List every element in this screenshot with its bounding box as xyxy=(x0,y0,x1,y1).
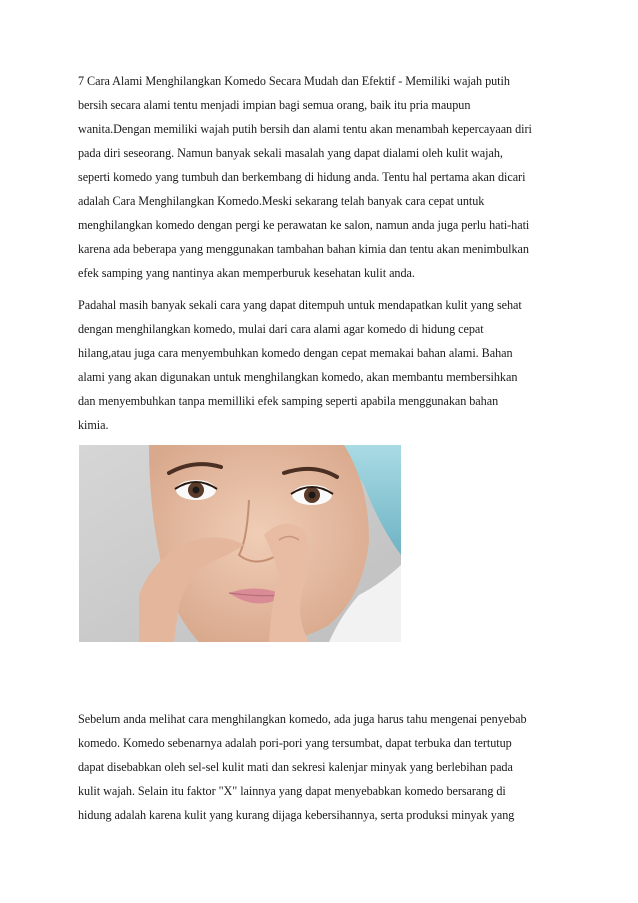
text-line: adalah Cara Menghilangkan Komedo.Meski sekarang telah banyak cara cepat untuk xyxy=(78,194,485,208)
text-line: hilang,atau juga cara menyembuhkan komedo dengan cepat memakai bahan alami. Bahan xyxy=(78,346,513,360)
text-line: seperti komedo yang tumbuh dan berkembang di hidung anda. Tentu hal pertama akan dicari xyxy=(78,170,526,184)
text-line: hidung adalah karena kulit yang kurang dijaga kebersihannya, serta produksi minyak yang xyxy=(78,808,515,822)
text-line: wanita.Dengan memiliki wajah putih bersih dan alami tentu akan menambah kepercayaan diri xyxy=(78,122,532,136)
text-line: Padahal masih banyak sekali cara yang dapat ditempuh untuk mendapatkan kulit yang sehat xyxy=(78,298,522,312)
text-line: dapat disebabkan oleh sel-sel kulit mati dan sekresi kalenjar minyak yang berlebihan pada xyxy=(78,760,513,774)
text-line: kimia. xyxy=(78,418,109,432)
text-line: menghilangkan komedo dengan pergi ke perawatan ke salon, namun anda juga perlu hati-hati xyxy=(78,218,530,232)
text-line: 7 Cara Alami Menghilangkan Komedo Secara Mudah dan Efektif - Memiliki wajah putih xyxy=(78,74,510,88)
paragraph-1 xyxy=(78,69,566,285)
text-line: komedo. Komedo sebenarnya adalah pori-pori yang tersumbat, dapat terbuka dan tertutup xyxy=(78,736,512,750)
paragraph-2 xyxy=(78,293,566,437)
text-line: kulit wajah. Selain itu faktor "X" lainnya yang dapat menyebabkan komedo bersarang di xyxy=(78,784,506,798)
text-line: alami yang akan digunakan untuk menghilangkan komedo, akan membantu membersihkan xyxy=(78,370,518,384)
text-line: pada diri seseorang. Namun banyak sekali masalah yang dapat dialami oleh kulit wajah, xyxy=(78,146,503,160)
text-line: bersih secara alami tentu menjadi impian bagi semua orang, baik itu pria maupun xyxy=(78,98,471,112)
text-line: Sebelum anda melihat cara menghilangkan komedo, ada juga harus tahu mengenai penyebab xyxy=(78,712,527,726)
text-line: efek samping yang nantinya akan memperburuk kesehatan kulit anda. xyxy=(78,266,415,280)
text-line: dan menyembuhkan tanpa memilliki efek samping seperti apabila menggunakan bahan xyxy=(78,394,499,408)
text-line: dengan menghilangkan komedo, mulai dari cara alami agar komedo di hidung cepat xyxy=(78,322,484,336)
paragraph-3 xyxy=(78,707,566,827)
woman-nose-photo xyxy=(79,445,401,642)
text-line: karena ada beberapa yang menggunakan tambahan bahan kimia dan tentu akan menimbulkan xyxy=(78,242,529,256)
